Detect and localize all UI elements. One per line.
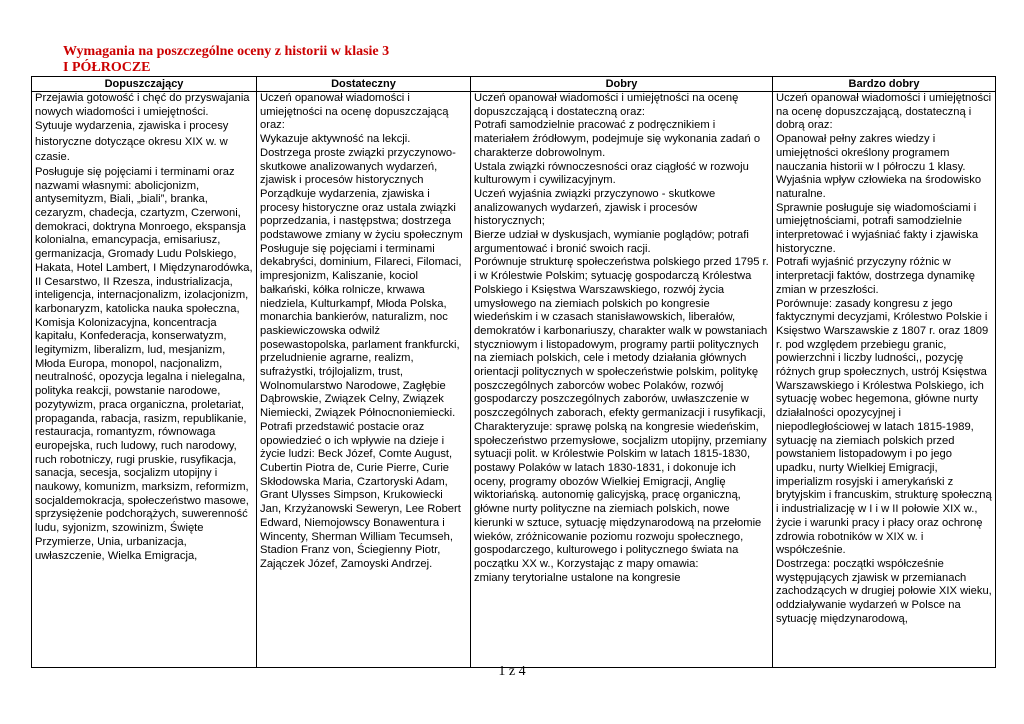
document-title bbox=[63, 44, 389, 76]
paragraph: Uczeń opanował wiadomości i umiejętności na ocenę dopuszczającą i dostateczną oraz: bbox=[474, 92, 739, 118]
paragraph: Posługuje się pojęciami i terminami dekabryści, dominium, Filareci, Filomaci, impresjonizm, Kaliszanie, kociol bałkański, kółka rolnicze, krwawa niedziela, Kulturkampf, Młoda Polska, monarchia bankierów, naturalizm, noc paskiewiczowska odwilż posewastopolska, parlament frankfurcki, przeludnienie agrarne, realizm, sufrażystki, trójlojalizm, trust, Wolnomularstwo Narodowe, Zagłębie Dąbrowskie, Związek Celny, Związek Niemiecki, Związek Północnoniemiecki. bbox=[260, 242, 462, 420]
column-header-dobry: Dobry bbox=[471, 77, 773, 92]
cell-dostateczny bbox=[257, 92, 471, 668]
paragraph: Potrafi przedstawić postacie oraz opowiedzieć o ich wpływie na dzieje i życie ludzi: Beck Józef, Comte August, Cubertin Piotra de, Curie Pierre, Curie Skłodowska Maria, Czartoryski Adam, Grant Ulysses Simpson, Krukowiecki Jan, Krzyżanowski Seweryn, Lee Robert Edward, Niemojowscy Bonawentura i Wincenty, Sherman William Tecumseh, Stadion Franz von, Ściegienny Piotr, Zajączek Józef, Zamoyski Andrzej. bbox=[260, 420, 461, 570]
paragraph: Przejawia gotowość i chęć do przyswajania nowych wiadomości i umiejętności. bbox=[35, 92, 250, 118]
title-line-2: I PÓŁROCZE bbox=[63, 60, 151, 75]
title-line-1: Wymagania na poszczególne oceny z historii w klasie 3 bbox=[63, 44, 390, 59]
paragraph: Sytuuje wydarzenia, zjawiska i procesy historyczne dotyczące okresu XIX w. w czasie. bbox=[35, 120, 229, 164]
grades-table bbox=[31, 76, 996, 668]
paragraph: Ustala związki równoczesności oraz ciągłość w rozwoju kulturowym i cywilizacyjnym. bbox=[474, 160, 749, 187]
paragraph: Potrafi samodzielnie pracować z podręcznikiem i materiałem źródłowym, podejmuje się wykonania zadań o charakterze dobrowolnym. bbox=[474, 119, 761, 159]
cell-dopuszczajacy bbox=[32, 92, 257, 668]
paragraph: Wykazuje aktywność na lekcji. bbox=[260, 133, 411, 146]
paragraph: Bierze udział w dyskusjach, wymianie poglądów; potrafi argumentować i bronić swoich racji. bbox=[474, 229, 749, 255]
column-header-dostateczny: Dostateczny bbox=[257, 77, 471, 92]
paragraph: Uczeń wyjaśnia związki przyczynowo - skutkowe analizowanych wydarzeń, zjawisk i procesów historycznych; bbox=[474, 187, 716, 228]
paragraph: Posługuje się pojęciami i terminami oraz nazwami własnymi: abolicjonizm, antysemityzm, Biali, „biali”, branka, cezaryzm, chadecja, czartyzm, Czerwoni, demokraci, doktryna Monroego, ekspansja kolonialna, emancypacja, emisariusz, germanizacja, Gromady Ludu Polskiego, Hakata, Hotel Lambert, I Międzynarodówka, II Cesarstwo, II Rzesza, industrializacja, inteligencja, internacjonalizm, izolacjonizm, karbonaryzm, katolicka nauka społeczna, Komisja Kolonizacyjna, koncentracja kapitału, Konfederacja, konserwatyzm, legitymizm, liberalizm, lud, mesjanizm, Młoda Europa, monopol, nacjonalizm, neutralność, opozycja legalna i nielegalna, polityka reakcji, powstanie narodowe, pozytywizm, praca organiczna, proletariat, propaganda, rabacja, rasizm, republikanie, restauracja, romantyzm, równowaga europejska, ruch ludowy, ruch narodowy, ruch robotniczy, rugi pruskie, rusyfikacja, sanacja, secesja, socjalizm utopijny i naukowy, komunizm, marksizm, reformizm, socjaldemokracja, społeczeństwo masowe, sprzysiężenie podchorążych, suwerenność ludu, syjonizm, szowinizm, Święte Przymierze, Unia, urbanizacja, uwłaszczenie, Wielka Emigracja, bbox=[35, 165, 253, 562]
paragraph: Porównuje strukturę społeczeństwa polskiego przed 1795 r. i w Królestwie Polskim; sytuację gospodarczą Królestwa Polskiego i Księstwa Warszawskiego, rozwój życia umysłowego na ziemiach polskich po kongresie wiedeńskim i w czasach stanisławowskich, liberałów, demokratów i karbonariuszy, charakter walk w powstaniach styczniowym i listopadowym, programy partii politycznych na ziemiach polskich, cele i metody działania głównych orientacji politycznych w społeczeństwie polskim, politykę poszczególnych zaborców wobec Polaków, rozwój gospodarczy poszczególnych zaborów, uwłaszczenie w poszczególnych zaborach, efekty germanizacji i rusyfikacji, bbox=[474, 256, 769, 420]
table-header-row bbox=[32, 77, 996, 92]
paragraph: Dostrzega proste związki przyczynowo-skutkowe analizowanych wydarzeń, zjawisk i procesów historycznych bbox=[260, 146, 456, 187]
cell-dobry bbox=[471, 92, 773, 668]
paragraph: Sprawnie posługuje się wiadomościami i umiejętnościami, potrafi samodzielnie interpretować i wyjaśniać fakty i zjawiska historyczne. bbox=[776, 201, 979, 255]
paragraph: zmiany terytorialne ustalone na kongresie bbox=[474, 571, 681, 584]
paragraph: Charakteryzuje: sprawę polską na kongresie wiedeńskim, społeczeństwo przemysłowe, socjalizm utopijny, przemiany sytuacji polit. w Królestwie Polskim w latach 1815-1830, postawy Polaków w latach 1830-1831, i dokonuje ich oceny, programy obozów Wielkiej Emigracji, Anglię wiktoriańską. autonomię galicyjską, pracę organiczną, główne nurty polityczne na ziemiach polskich, nowe kierunki w sztuce, sytuację międzynarodową na przełomie wieków, zróżnicowanie poziomu rozwoju społecznego, gospodarczego, kulturowego i politycznego świata na początku XX w., Korzystając z mapy omawia: bbox=[474, 420, 767, 570]
column-header-bardzo-dobry: Bardzo dobry bbox=[773, 77, 996, 92]
table-row bbox=[32, 92, 996, 668]
paragraph: Porównuje: zasady kongresu z jego faktycznymi decyzjami, Królestwo Polskie i Księstwo Warszawskie z 1807 r. oraz 1809 r. pod względem przebiegu granic, powierzchni i liczby ludności,, pozycję różnych grup społecznych, ustrój Księstwa Warszawskiego i Królestwa Polskiego, ich sytuację wobec hegemona, główne nurty działalności opozycyjnej i niepodległościowej w latach 1815-1989, sytuację na ziemiach polskich przed powstaniem listopadowym i po jego upadku, nurty Wielkiej Emigracji, imperializm rosyjski i amerykański z brytyjskim i francuskim, strukturę społeczną i industrializację w I i w II połowie XIX w., życie i warunki pracy i płacy oraz ochronę zdrowia robotników w XIX w. i współcześnie. bbox=[776, 297, 992, 557]
paragraph: Uczeń opanował wiadomości i umiejętności na ocenę dopuszczającą, dostateczną i dobrą oraz: bbox=[776, 92, 992, 132]
paragraph: Potrafi wyjaśnić przyczyny różnic w interpretacji faktów, dostrzega dynamikę zmian w przeszłości. bbox=[776, 256, 975, 296]
cell-bardzo-dobry bbox=[773, 92, 996, 668]
paragraph: Dostrzega: początki współcześnie występujących zjawisk w przemianach zachodzących w drugiej połowie XIX wieku, oddziaływanie wydarzeń w Polsce na sytuację międzynarodową, bbox=[776, 557, 992, 625]
paragraph: Uczeń opanował wiadomości i umiejętności na ocenę dopuszczającą oraz: bbox=[260, 92, 449, 132]
paragraph: Wyjaśnia wpływ człowieka na środowisko naturalne. bbox=[776, 174, 982, 200]
paragraph: Porządkuje wydarzenia, zjawiska i procesy historyczne oraz ustala związki poprzedzania, i następstwa; dostrzega podstawowe zmiany w życiu społecznym bbox=[260, 187, 463, 242]
paragraph: Opanował pełny zakres wiedzy i umiejętności określony programem nauczania historii w I półroczu 1 klasy. bbox=[776, 133, 966, 173]
column-header-dopuszczajacy: Dopuszczający bbox=[32, 77, 257, 92]
page-number: 1 z 4 bbox=[498, 664, 526, 679]
